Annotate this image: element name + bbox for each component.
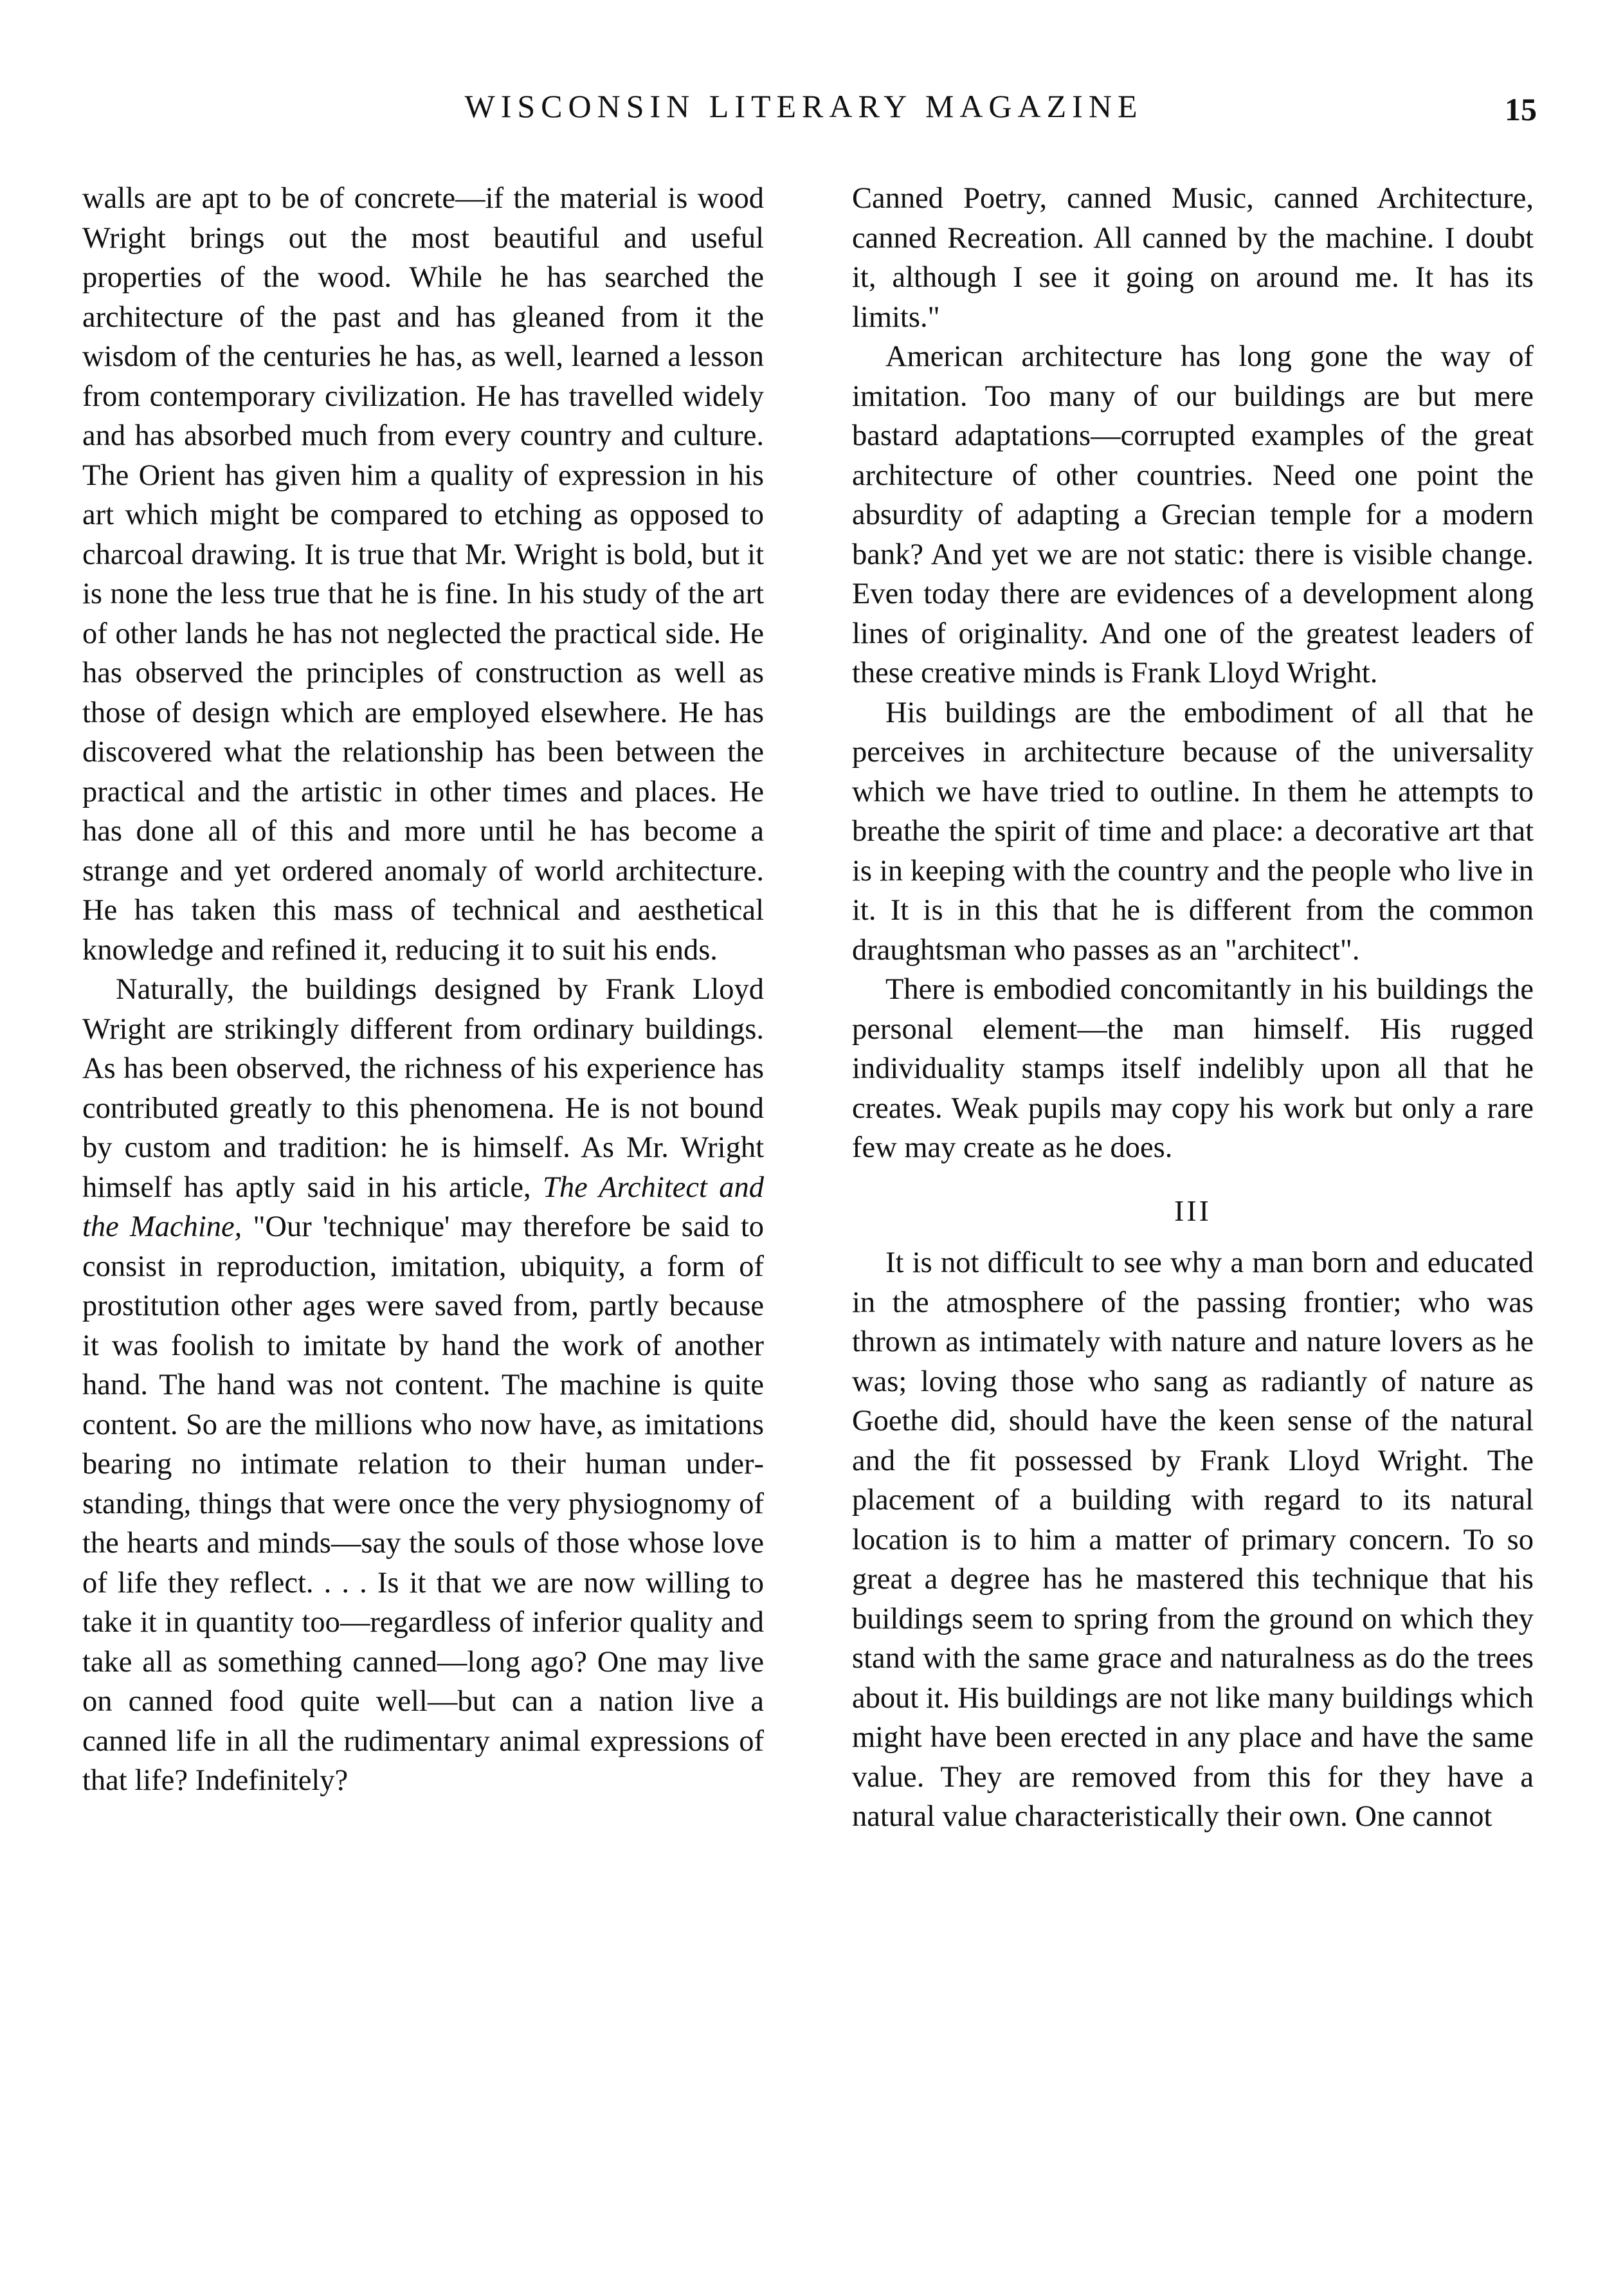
right-paragraph-4: There is embodied concomitantly in his buildings the personal element—the man himself. His rugged individuality stamps itself indelibly upon all that he creates. Weak pupils may copy his work but only a rare few may create as he does. — [852, 973, 1534, 1164]
running-head: WISCONSIN LITERARY MAGAZINE — [464, 88, 1143, 124]
left-paragraph-1: walls are apt to be of concrete—if the material is wood Wright brings out the most beautiful and useful properties of the wood. While he has searched the architecture of the past and has gleaned from it the wisdom of the centuries he has, as well, learned a lesson from contemporary civilization. He has travelled widely and has absorbed much from every country and culture. The Orient has given him a quality of expression in his art which might be compared to etching as opposed to charcoal drawing. It is true that Mr. Wright is bold, but it is none the less true that he is fine. In his study of the art of other lands he has not neglected the practical side. He has observed the principles of construction as well as those of design which are employed elsewhere. He has discovered what the relationship has been between the practical and the artistic in other times and places. He has done all of this and more until he has become a strange and yet ordered anomaly of world architecture. He has taken this mass of technical and aesthetical knowledge and refined it, reducing it to suit his ends. — [82, 182, 764, 967]
page-header — [0, 77, 1605, 135]
left-paragraph-2 — [82, 970, 764, 1801]
left-paragraph-2-text-a: Naturally, the buildings designed by Frank Lloyd Wright are strikingly different from ordinary buildings. As has been observed, the richness of his experience has contributed greatly to this phenomena. He is not bound by custom and tradition: he is himself. As Mr. Wright himself has aptly said in his article, — [82, 973, 764, 1204]
page-number: 15 — [1505, 91, 1537, 127]
right-paragraph-2: American architecture has long gone the way of imitation. Too many of our buildings are but mere bastard adaptations—corrupted examples of the great architecture of other countries. Need one point the absurdity of adapting a Grecian temple for a modern bank? And yet we are not static: there is visible change. Even today there are evidences of a development along lines of originality. And one of the greatest leaders of these creative minds is Frank Lloyd Wright. — [852, 340, 1534, 689]
right-paragraph-1: Canned Poetry, canned Music, canned Architecture, canned Recreation. All canned by the machine. I doubt it, although I see it going on around me. It has its limits." — [852, 182, 1534, 334]
right-paragraph-5: It is not difficult to see why a man born and educated in the atmosphere of the passing frontier; who was thrown as intimately with nature and nature lovers as he was; loving those who sang as radiantly of nature as Goethe did, should have the keen sense of the natural and the fit possessed by Frank Lloyd Wright. The placement of a building with regard to its natural location is to him a matter of primary concern. To so great a degree has he mastered this technique that his buildings seem to spring from the ground on which they stand with the same grace and naturalness as do the trees about it. His buildings are not like many buildings which might have been erected in any place and have the same value. They are removed from this for they have a natural value characteristically their own. One cannot — [852, 1246, 1534, 1833]
left-column — [82, 179, 764, 1801]
article-title: The Architect and the Machine, — [82, 1171, 765, 1243]
right-paragraph-3: His buildings are the embodiment of all that he perceives in architecture because of the universality which we have tried to outline. In them he attempts to breathe the spirit of time and place: a decorative art that is in keeping with the country and the people who live in it. It is in this that he is different from the common draughtsman who passes as an "architect". — [852, 696, 1534, 967]
right-column — [852, 179, 1534, 1837]
section-heading: III — [1174, 1194, 1211, 1227]
left-paragraph-2-text-b: "Our 'technique' may therefore be said to consist in reproduction, imitation, ubiquity, a form of prostitution other ages were saved from, partly because it was foolish to imitate by hand the work of another hand. The hand was not content. The machine is quite content. So are the millions who now have, as imitations bearing no intimate relation to their human understanding, things that were once the very physiognomy of the hearts and minds—say the souls of those whose love of life they reflect. . . . Is it that we are now willing to take it in quantity too—regardless of inferior quality and take all as something canned—long ago? One may live on canned food quite well—but can a nation live a canned life in all the rudimentary animal expressions of that life? Indefinitely? — [82, 1210, 764, 1797]
